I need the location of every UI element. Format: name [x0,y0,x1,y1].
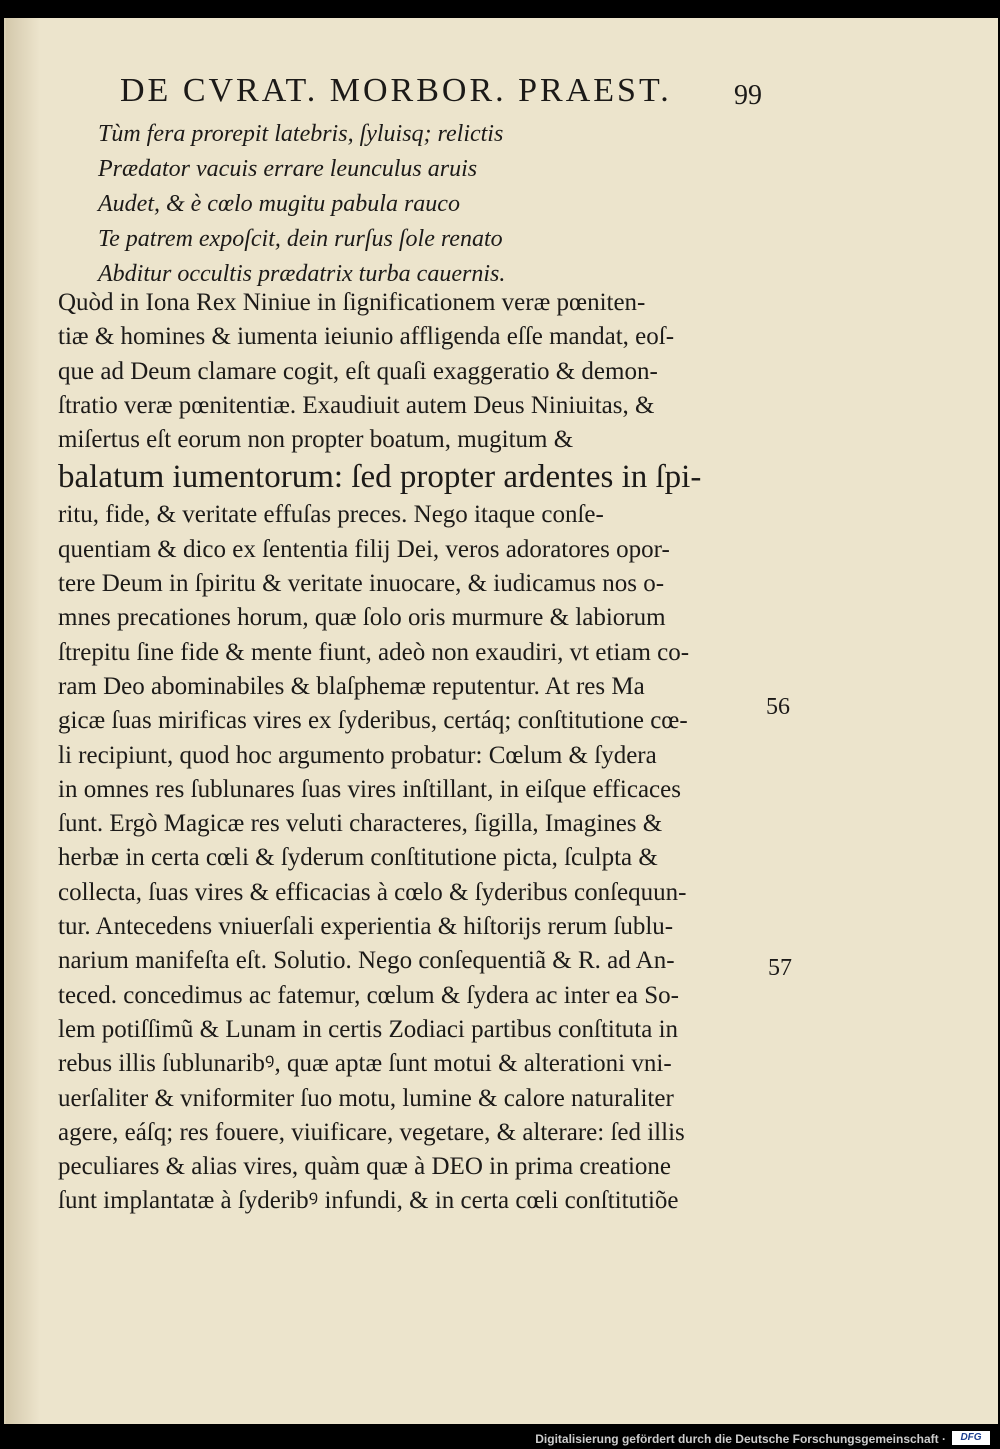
text-line: miſertus eſt eorum non propter boatum, mugitum & [58,426,574,454]
text-line: agere, eáſq; res fouere, viuificare, vegetare, & alterare: ſed illis [58,1118,685,1146]
digitization-credit: Digitalisierung gefördert durch die Deutsche Forschungsgemeinschaft · [535,1432,946,1446]
text-line: que ad Deum clamare cogit, eſt quaſi exaggeratio & demon- [58,357,658,385]
text-line: ſtrepitu ſine fide & mente fiunt, adeò non exaudiri, vt etiam co- [58,638,690,666]
text-line: tere Deum in ſpiritu & veritate inuocare, & iudicamus nos o- [58,570,665,598]
text-line: narium manifeſta eſt. Solutio. Nego conſequentiã & R. ad An- [58,947,675,975]
text-line: lem potiſſimũ & Lunam in certis Zodiaci partibus conſtituta in [58,1015,679,1043]
text-line: ritu, fide, & veritate effuſas preces. Nego itaque conſe- [58,501,604,529]
text-line: quentiam & dico ex ſententia filij Dei, veros adoratores opor- [58,535,670,563]
dfg-logo: DFG [952,1431,990,1445]
text-line: in omnes res ſublunares ſuas vires inſtillant, in eiſque efficaces [58,775,681,803]
text-line: peculiares & alias vires, quàm quæ à DEO in prima creatione [58,1153,671,1181]
text-line: li recipiunt, quod hoc argumento probatur: Cœlum & ſydera [58,741,657,769]
margin-note-number: 57 [768,955,792,981]
verse-block [98,117,505,292]
text-line: ſunt implantatæ à ſyderibꝰ infundi, & in certa cœli conſtitutiõe [58,1187,679,1215]
text-line: tiæ & homines & iumenta ieiunio affligenda eſſe mandat, eoſ- [58,323,675,351]
margin-note-number: 56 [766,694,790,720]
text-line: teced. concedimus ac fatemur, cœlum & ſydera ac inter ea So- [58,981,679,1009]
running-title: DE CVRAT. MORBOR. PRAEST. [120,72,672,109]
verse-line: Audet, & è cœlo mugitu pabula rauco [98,191,460,217]
text-line: ſtratio veræ pœnitentiæ. Exaudiuit autem Deus Niniuitas, & [58,391,655,419]
verse-line: Prædator vacuis errare leunculus aruis [98,156,478,182]
text-line: gicæ ſuas mirificas vires ex ſyderibus, certáq; conſtitutione cœ- [58,707,688,735]
text-line: rebus illis ſublunaribꝰ, quæ aptæ ſunt motui & alterationi vni- [58,1050,672,1078]
text-line: collecta, ſuas vires & efficacias à cœlo & ſyderibus conſequun- [58,878,687,906]
verse-line: Te patrem expoſcit, dein rurſus ſole renato [98,226,503,252]
body-text [58,286,770,1219]
page-number: 99 [734,80,762,111]
text-line: tur. Antecedens vniuerſali experientia & hiſtorijs rerum ſublu- [58,913,674,941]
text-line: herbæ in certa cœli & ſyderum conſtitutione picta, ſculpta & [58,844,658,872]
text-line: ram Deo abominabiles & blaſphemæ reputentur. At res Ma [58,672,645,700]
text-line: mnes precationes horum, quæ ſolo oris murmure & labiorum [58,604,666,632]
verse-line: Tùm fera prorepit latebris, ſyluisq; relictis [98,121,504,147]
text-line: ſunt. Ergò Magicæ res veluti characteres, ſigilla, Imagines & [58,810,663,838]
text-line-large: balatum iumentorum: ſed propter ardentes in ſpi- [58,459,702,496]
verse-line: Abditur occultis prædatrix turba cauernis. [98,261,506,287]
text-line: uerſaliter & vniformiter ſuo motu, lumine & calore naturaliter [58,1084,674,1112]
text-line: Quòd in Iona Rex Niniue in ſignificationem veræ pœniten- [58,289,646,316]
